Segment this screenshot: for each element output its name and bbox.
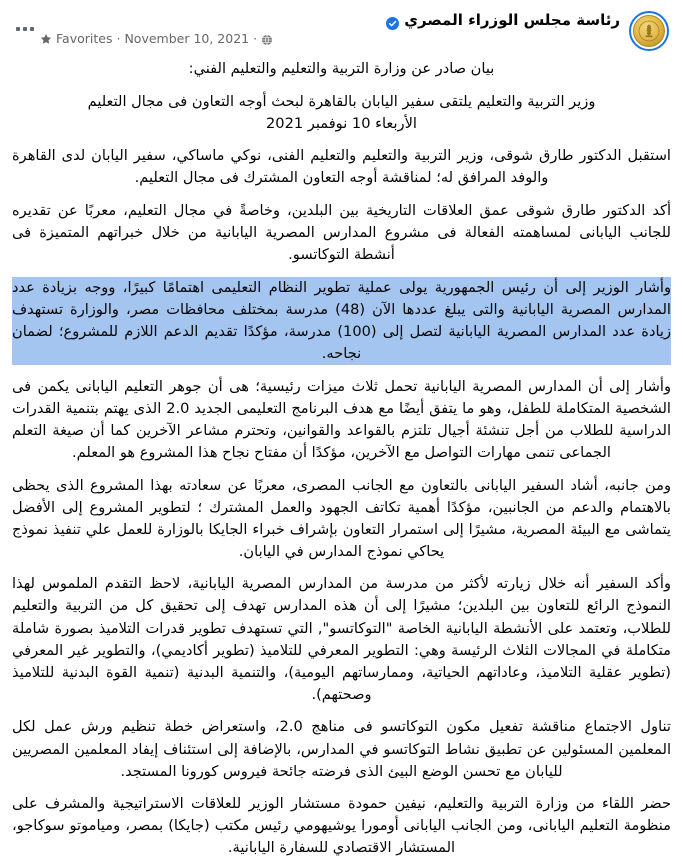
content-paragraph: استقبل الدكتور طارق شوقى، وزير التربية والتعليم والتعليم الفنى، نوكي ماساكي، سفير اليابان لدى القاهرة والوفد المرافق له؛ لمناقشة أوجه التعاون المشترك فى مجال التعليم. [12,147,671,187]
content-paragraph-highlighted[interactable]: وأشار الوزير إلى أن رئيس الجمهورية يولى عملية تطوير النظام التعليمى اهتمامًا كبيرًا، ووجه بزيادة عدد المدارس المصرية اليابانية والتى يبلغ عددها الآن (48) مدرسة بمختلف محافظات مصر، والوزارة تستهدف زيادة عدد المدارس المصرية اليابانية لتصل إلى (100) مدرسة، مؤكدًا تقديم الدعم اللازم للمشروع؛ لضمان نجاحه. [12,277,671,365]
content-paragraph: حضر اللقاء من وزارة التربية والتعليم، نيفين حمودة مستشار الوزير للعلاقات الاستراتيجية والمشرف على منظومة التعليم اليابانى، ومن الجانب اليابانى أومورا يوشيهومي رئيس مكتب (جايكا) بمصر، ومياموتو سوكاجو، المستشار الاقتصادي للسفارة اليابانية. [12,795,671,857]
avatar-ring [629,11,669,51]
post-date[interactable]: November 10, 2021 [124,31,250,46]
meta-separator-2: · [253,31,258,46]
egypt-eagle-emblem-icon [633,15,665,47]
avatar[interactable] [629,11,669,51]
content-paragraph: أكد الدكتور طارق شوقى عمق العلاقات التاريخية بين البلدين، وخاصةً في مجال التعليم، معربًا عن تقديره للجانب اليابانى لمساهمته الفعالة فى مشروع المدارس المصرية اليابانية من خلال خبراتهم المتميزة فى أنشطة التوكاتسو. [12,201,671,264]
author-name-row [40,11,620,29]
content-heading: بيان صادر عن وزارة التربية والتعليم والتعليم الفني: [188,60,495,77]
globe-icon[interactable] [261,34,273,46]
post-author-block [40,10,620,46]
more-options-button[interactable] [10,14,40,44]
content-subheading: وزير التربية والتعليم يلتقى سفير اليابان بالقاهرة لبحث أوجه التعاون فى مجال التعليم [87,92,596,110]
content-paragraph: وأشار إلى أن المدارس المصرية اليابانية تحمل ثلاث ميزات رئيسية؛ هى أن جوهر التعليم اليابانى يكمن فى الشخصية المتكاملة للطفل، وهو ما يتفق أيضًا مع هدف البرنامج التعليمى الجديد 2.0 الذى يهتم بتنمية القدرات الدراسية للطلاب من أجل تنشئة أجيال تلتزم بالقواعد والقوانين، وتحترم مشاعر الآخرين كما أن صيغة التعلم الجماعى تنمى مهارات التواصل مع الآخرين، مؤكدًا أن مفتاح نجاح هذا المشروع هو المعلم. [12,377,671,461]
post-meta-row [40,31,620,46]
more-options-icon [16,27,34,31]
post-header [0,0,683,58]
post-content [0,58,683,860]
content-paragraph: تناول الاجتماع مناقشة تفعيل مكون التوكاتسو فى مناهج 2.0، واستعراض خطة تنظيم ورش عمل لكل المعلمين المسئولين عن تطبيق نشاط التوكاتسو في المدارس، بالإضافة إلى استئناف إيفاد المعلمين المصريين لليابان مع تحسن الوضع البيئ الذى فرضته جائحة فيروس كورونا المستجد. [12,718,671,780]
page-name[interactable]: رئاسة مجلس الوزراء المصري [404,11,620,29]
content-paragraph: وأكد السفير أنه خلال زيارته لأكثر من مدرسة من المدارس المصرية اليابانية، لاحظ التقدم الملموس لهذا النموذج الرائع للتعاون بين البلدين؛ مشيرًا إلى أن هذه المدارس تهدف إلى تحقيق كل من التربية والتعليم للطلاب، وتعتمد على الأنشطة اليابانية الخاصة "التوكاتسو", التي تستهدف تطوير قدرات التلاميذ بصورة شاملة متكاملة في المجالات الثلاث الرئيسة وهي: التطوير المعرفي للتلاميذ (تطوير أكاديمي)، والتطوير غير المعرفي (تطوير عقلية التلاميذ، وعاداتهم الحياتية، وممارساتهم اليومية)، والتنمية البدنية (تنمية القوة البدنية للتلاميذ وصحتهم). [12,575,671,703]
content-date-line: الأربعاء 10 نوفمبر 2021 [266,114,417,132]
meta-separator-1: · [116,31,121,46]
content-paragraph: ومن جانبه، أشاد السفير اليابانى بالتعاون مع الجانب المصرى، معربًا عن سعادته بهذا المشروع الذى يحظى بالاهتمام والدعم من الجانبين، مؤكدًا أهمية تكاتف الجهود والعمل المشترك ؛ لتطوير المشروع إلى الأفضل يتماشى مع البيئة المصرية، مشيرًا إلى استمرار التعاون بإشراف خبراء الجايكا بالوزارة للعمل علي تنفيذ نموذج يحاكي نموذج المدارس في اليابان. [12,476,671,560]
verified-check-icon [386,15,399,28]
star-icon [40,33,52,45]
audience-label[interactable]: Favorites [56,31,113,46]
